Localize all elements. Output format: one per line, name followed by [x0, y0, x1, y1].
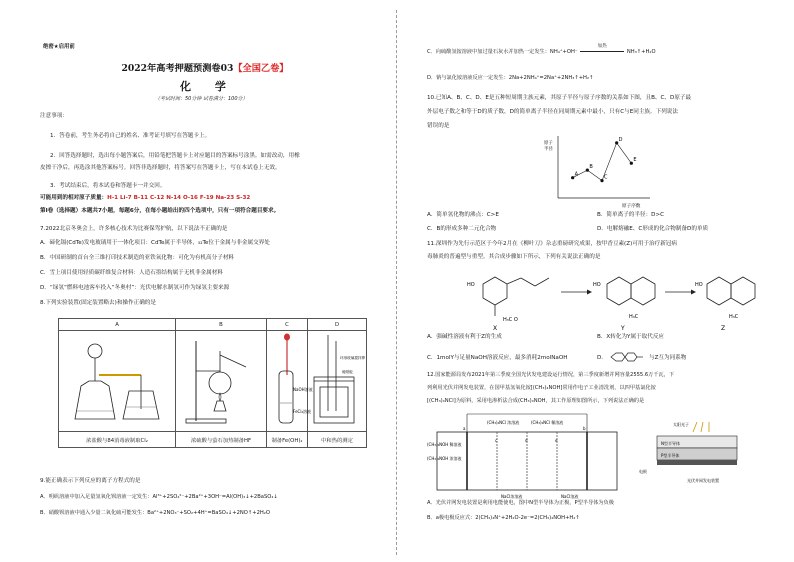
q12-stem-3: [(CH₃)₄NCl]为原料，采用电渗析法合成(CH₃)₄NOH，其工作原理如图所示，下列说法正确的是: [427, 398, 645, 404]
note-item: 2．回答选择题时，选出每小题答案后，用铅笔把答题卡上对应题目的答案标号涂黑。如需改动，用橡: [50, 153, 300, 159]
arrow-line: [580, 51, 624, 52]
y-axis-label: 半径: [544, 147, 553, 152]
y-axis-label: 原子: [544, 141, 553, 146]
label-naoh: NaOH溶液: [293, 387, 313, 392]
heat-arrow: [579, 44, 625, 56]
series-line-segment: [617, 143, 632, 163]
title-main: 2022年高考押题预测卷03: [121, 63, 234, 74]
q11-option-d: D．: [597, 355, 607, 361]
q7-stem: 7.2022北京冬奥会上，许多核心技术为比赛保驾护航，以下说法不正确的是: [40, 226, 228, 232]
q8-caption-c: 制备Fe(OH)₂: [267, 432, 308, 448]
q11-option-a: A．强碱性溶液有利于Z的生成: [427, 334, 502, 340]
q8-caption-a: 浓盐酸与84消毒液制取Cl₂: [59, 432, 176, 448]
panel-label: 电极: [639, 469, 647, 474]
electrode-label: b: [583, 426, 586, 431]
q10-option-a: A．简单氢化物的沸点：C>E: [427, 212, 499, 218]
q9-option-c-text: C．向硫酸氢铵溶液中加过量石灰水并加热一定发生：NH₄⁺+OH⁻: [427, 49, 578, 55]
exam-meta: （考试时间：50分钟 试卷满分：100分）: [155, 96, 248, 102]
label-z: Z: [721, 325, 726, 332]
q11-option-b: B．X转化为Y属于取代反应: [597, 334, 665, 340]
apparatus-b: [176, 331, 267, 432]
cell-label: (CH₃)₄NOH 稀溶液: [427, 442, 462, 447]
q8-apparatus-table: [58, 318, 367, 448]
q8-col-d: D: [308, 319, 367, 331]
q10-option-c: C．B的形成多种二元化合物: [427, 226, 497, 232]
q9-option-c-tail: NH₃↑+H₂O: [626, 49, 656, 55]
panel-label: P型半导体: [661, 453, 680, 458]
point-label-a: A: [574, 171, 579, 178]
membrane-label: e: [555, 438, 558, 443]
q7-option-b: B．中国研制的首台全三维打印技术制造的亚铁氧化物：可化为有机高分子材料: [40, 255, 235, 261]
apparatus-a: [59, 331, 176, 432]
cell-label: (CH₃)₄NCl 稀溶液: [531, 420, 564, 425]
electrode-label: a: [463, 426, 466, 431]
chart-plot-area: [544, 136, 650, 209]
label-y: Y: [621, 325, 625, 332]
label-board: 硬纸板: [342, 370, 353, 374]
q10-stem-1: 10.已知A、B、C、D、E是五种短周期主族元素，其原子半径与原子序数的关系如下图，且B、C、D原子最: [427, 95, 692, 101]
q7-option-d: D．“绿氢”燃料电池客车投入“冬奥村”：光伏电解水制氢可作为绿氢主要来源: [40, 285, 230, 291]
secret-label: 绝密★启用前: [43, 44, 75, 50]
apparatus-d: [308, 331, 367, 432]
q11-option-d-tail: 与Z互为同系物: [649, 355, 687, 361]
q8-stem: 8.下列实验装置(固定装置略去)和操作正确的是: [40, 300, 156, 306]
q9-stem: 9.能正确表示下列反应的离子方程式的是: [40, 478, 141, 484]
q10-stem-3: 错误的是: [427, 123, 450, 129]
q10-radius-chart: [542, 136, 654, 212]
q9-option-d: D．钠与氯化铵溶液反应一定发生：2Na+2NH₄⁺=2Na⁺+2NH₃↑+H₂↑: [427, 75, 594, 81]
membrane-label: c: [495, 438, 498, 443]
q8-caption-d: 中和热的测定: [308, 432, 367, 448]
svg-text:H₃C O: H₃C O: [503, 317, 518, 323]
cell-label: NaCl溶液: [561, 494, 579, 499]
label-x: X: [493, 325, 498, 332]
note-item: 3．考试结束后，将本试卷和答题卡一并交回。: [50, 183, 166, 189]
panel-label: 太阳光子: [673, 422, 689, 427]
note-item: 皮擦干净后，再选涂其他答案标号。回答非选择题时，将答案写在答题卡上，写在本试卷上无效。: [40, 165, 281, 171]
apparatus-a-drawing: [59, 331, 175, 429]
point-label-e: E: [633, 157, 637, 164]
q12-stem-2: 列利用光伏并网发电装置，在国甲基氢氧化铵[(CH₃)₄NOH]常用作电子工业清洗剂，以四甲基氯化铵: [427, 385, 656, 391]
atomic-masses-values: H-1 Li-7 B-11 C-12 N-14 O-16 F-19 Na-23 S-32: [107, 195, 251, 201]
section1-heading: 第Ⅰ卷（选择题）本题共7小题，每题6分，在每小题给出的四个选项中，只有一项符合题目要求。: [40, 208, 280, 214]
apparatus-c-drawing: [267, 331, 313, 429]
q11-stem-2: 毒肺炎的普遍型与重型。其合成步骤如下所示，下列有关说法正确的是: [427, 254, 601, 260]
subject-heading: 化 学: [180, 80, 236, 93]
right-column: [397, 0, 794, 562]
q12-option-b: B．a极电极反应式：2(CH₃)₄N⁺+2H₂O-2e⁻=2(CH₃)₄NOH+H₂↑: [427, 515, 580, 521]
q12-option-a: A．光伏并网发电装置是利用电能使电，图中N型半导体为正极，P型半导体为负极: [427, 500, 614, 506]
page-title: [95, 60, 315, 74]
q8-col-c: C: [267, 319, 308, 331]
apparatus-d-drawing: [308, 331, 366, 429]
q11-option-c: C．1molY与足量NaOH溶液反应，最多消耗2molNaOH: [427, 355, 568, 361]
q9-option-a: A．明矾溶液中加入足量氢氧化钡溶液一定发生：Al³⁺+2SO₄²⁻+2Ba²⁺+3OH⁻=Al(OH)₃↓+2BaSO₄↓: [40, 494, 278, 500]
q12-electrodialysis-cell: [427, 410, 627, 498]
svg-text:HO: HO: [695, 282, 703, 288]
series-line-segment: [587, 170, 602, 180]
point-label-c: C: [604, 174, 608, 181]
point-label-d: D: [618, 136, 623, 143]
atomic-masses-label: 可能用到的相对原子质量：: [40, 195, 108, 201]
heat-arrow-label: 加热: [597, 44, 607, 49]
svg-text:H₃C: H₃C: [629, 314, 639, 320]
label-stir: 环形玻璃搅拌棒: [340, 356, 366, 360]
svg-text:H₃C: H₃C: [729, 314, 739, 320]
svg-text:HO: HO: [467, 282, 475, 288]
svg-text:HO: HO: [593, 282, 601, 288]
q12-pv-panel: [637, 418, 767, 494]
cell-label: (CH₃)₄NCl 浓溶液: [487, 420, 520, 425]
panel-caption: 光伏并网发电装置: [687, 478, 719, 483]
q10-option-d: D．电解熔融E、C形成的化合物制备D的单质: [597, 226, 709, 232]
atomic-masses: [40, 195, 250, 202]
q11-stem-1: 11.深圳作为先行示范区于今年2月在《柳叶刀》杂志重磅研究成果，按甲香豆素(Z)可用于治疗新冠病: [427, 241, 677, 247]
q8-col-a: A: [59, 319, 176, 331]
q10-stem-2: 外层电子数之和等于D的质子数，D的简单离子半径在同周期元素中最小，只有C与E同主族。下列说法: [427, 109, 678, 115]
point-label-b: B: [589, 164, 593, 171]
q8-col-b: B: [176, 319, 267, 331]
cell-label: (CH₃)₄NOH 浓溶液: [427, 456, 462, 461]
label-fecl2: FeCl₂溶液: [293, 409, 312, 414]
panel-label: N型半导体: [661, 441, 680, 446]
cell-label: NaCl浓溶液: [501, 494, 523, 499]
q8-caption-b: 浓硫酸与萤石加热制备HF: [176, 432, 267, 448]
q12-stem-1: 12.国家能源局发布2021年第三季度全国光伏发电建设运行情况，第三季度新增并网容量2555.6万千瓦，下: [427, 372, 675, 378]
q11-option-d-structure: [607, 349, 647, 365]
q11-synthesis-scheme: [457, 266, 757, 332]
q10-option-b: B．简单离子的半径：D>C: [597, 212, 665, 218]
note-item: 1．答卷前，考生务必将自己的姓名、准考证号填写在答题卡上。: [50, 133, 211, 139]
q9-option-c: [427, 44, 656, 56]
q7-option-a: A．碲化镉(CdTe)发电玻璃用于一体化项目：CdTe属于半导体，₅₂Te位于金属与非金属交界处: [40, 240, 270, 246]
title-tag: 【全国乙卷】: [233, 63, 289, 74]
q9-option-b: B．硝酸钡溶液中通入少量二氧化硫可能发生：Ba²⁺+2NO₃⁻+SO₂+4H⁺=BaSO₄↓+2NO↑+2H₂O: [40, 510, 270, 516]
membrane-label: d: [525, 438, 528, 443]
x-axis-label: 原子序数: [622, 204, 641, 209]
q7-option-c: C．雪上项目使用轻质碳纤维复合材料：人造石墨结构属于无机非金属材料: [40, 270, 223, 276]
apparatus-c: [267, 331, 313, 432]
notes-heading: 注意事项：: [40, 113, 68, 119]
apparatus-b-drawing: [176, 331, 266, 429]
